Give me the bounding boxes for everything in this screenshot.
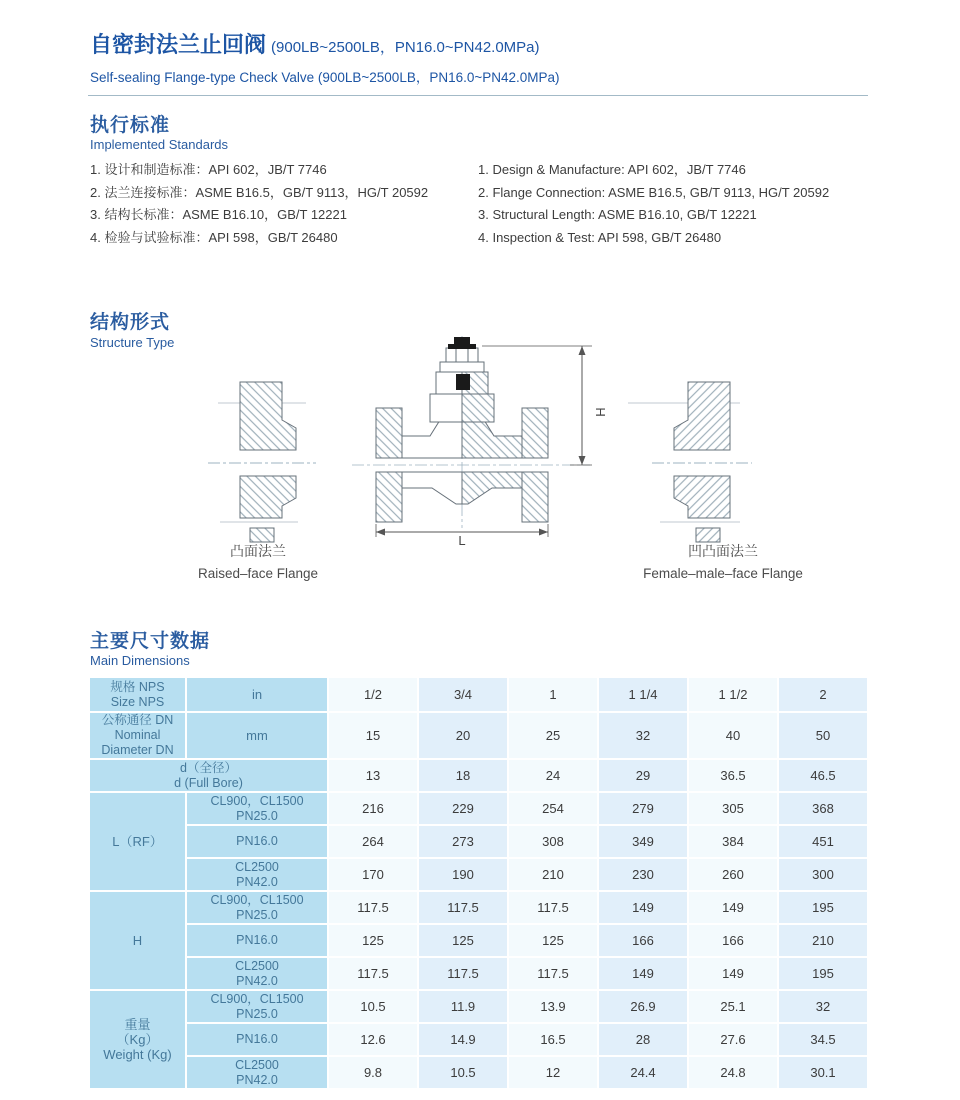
data-cell: 117.5	[509, 892, 597, 923]
table-row	[90, 892, 867, 923]
female-male-face-flange-drawing	[628, 382, 752, 542]
table-row	[90, 859, 867, 890]
standards-heading-zh: 执行标准	[90, 115, 171, 136]
data-cell: 25.1	[689, 991, 777, 1022]
data-cell: 13	[329, 760, 417, 791]
standard-item-zh: 3. 结构长标准：ASME B16.10，GB/T 12221	[90, 207, 347, 223]
data-cell: 305	[689, 793, 777, 824]
data-cell: 10.5	[329, 991, 417, 1022]
data-cell: 12	[509, 1057, 597, 1088]
data-cell: 384	[689, 826, 777, 857]
data-cell: 210	[779, 925, 867, 956]
data-cell: 11.9	[419, 991, 507, 1022]
data-cell: 195	[779, 958, 867, 989]
data-cell: 15	[329, 713, 417, 758]
page-title-en: Self-sealing Flange-type Check Valve (900LB~2500LB，PN16.0~PN42.0MPa)	[90, 70, 560, 85]
check-valve-drawing	[352, 336, 590, 528]
sub-label: CL2500 PN42.0	[187, 859, 327, 890]
table-row	[90, 760, 867, 791]
h-dimension-label: H	[593, 407, 608, 417]
data-cell: 24.8	[689, 1057, 777, 1088]
standards-heading-en: Implemented Standards	[90, 137, 229, 152]
data-cell: 25	[509, 713, 597, 758]
table-row	[90, 1057, 867, 1088]
data-cell: 216	[329, 793, 417, 824]
data-cell: 16.5	[509, 1024, 597, 1055]
data-cell: 273	[419, 826, 507, 857]
data-cell: 26.9	[599, 991, 687, 1022]
data-cell: 46.5	[779, 760, 867, 791]
data-cell: 166	[599, 925, 687, 956]
unit-cell: in	[187, 678, 327, 711]
page-title-zh: 自密封法兰止回阀	[90, 32, 267, 57]
header-divider	[88, 95, 868, 96]
data-cell: 29	[599, 760, 687, 791]
data-cell: 50	[779, 713, 867, 758]
standards-list-zh	[90, 159, 428, 249]
data-cell: 451	[779, 826, 867, 857]
data-cell: 12.6	[329, 1024, 417, 1055]
data-cell: 149	[599, 892, 687, 923]
data-cell: 2	[779, 678, 867, 711]
data-cell: 10.5	[419, 1057, 507, 1088]
structure-drawings	[90, 332, 870, 546]
data-cell: 166	[689, 925, 777, 956]
caption-en: Female–male–face Flange	[643, 566, 803, 581]
data-cell: 149	[599, 958, 687, 989]
standard-item-en: 1. Design & Manufacture: API 602，JB/T 7746	[478, 162, 746, 177]
row-label: 规格 NPS Size NPS	[90, 678, 185, 711]
group-label: 重量 （Kg） Weight (Kg)	[90, 991, 185, 1088]
caption-en: Raised–face Flange	[197, 566, 319, 581]
standard-item-zh: 4. 检验与试验标准：API 598，GB/T 26480	[90, 229, 338, 245]
table-row	[90, 1024, 867, 1055]
dimensions-heading-en: Main Dimensions	[90, 653, 190, 668]
data-cell: 24.4	[599, 1057, 687, 1088]
data-cell: 1 1/4	[599, 678, 687, 711]
sub-label: CL900，CL1500 PN25.0	[187, 793, 327, 824]
data-cell: 117.5	[329, 958, 417, 989]
data-cell: 1/2	[329, 678, 417, 711]
data-cell: 149	[689, 892, 777, 923]
table-row	[90, 793, 867, 824]
data-cell: 349	[599, 826, 687, 857]
caption-female-male-face	[613, 541, 833, 581]
data-cell: 36.5	[689, 760, 777, 791]
dimensions-heading-zh: 主要尺寸数据	[90, 631, 211, 652]
data-cell: 117.5	[419, 892, 507, 923]
data-cell: 3/4	[419, 678, 507, 711]
standard-item-en: 3. Structural Length: ASME B16.10, GB/T 12221	[478, 207, 757, 223]
data-cell: 117.5	[509, 958, 597, 989]
sub-label: PN16.0	[187, 1024, 327, 1055]
data-cell: 368	[779, 793, 867, 824]
data-cell: 170	[329, 859, 417, 890]
data-cell: 210	[509, 859, 597, 890]
caption-zh: 凸面法兰	[230, 543, 286, 559]
data-cell: 125	[329, 925, 417, 956]
data-cell: 308	[509, 826, 597, 857]
table-row	[90, 925, 867, 956]
standards-list-en	[478, 159, 829, 249]
data-cell: 300	[779, 859, 867, 890]
data-cell: 279	[599, 793, 687, 824]
data-cell: 30.1	[779, 1057, 867, 1088]
row-label: d（全径） d (Full Bore)	[90, 760, 327, 791]
data-cell: 230	[599, 859, 687, 890]
data-cell: 34.5	[779, 1024, 867, 1055]
group-label: L（RF）	[90, 793, 185, 890]
table-row	[90, 826, 867, 857]
raised-face-flange-drawing	[208, 382, 316, 542]
data-cell: 260	[689, 859, 777, 890]
standard-item-zh: 1. 设计和制造标准：API 602，JB/T 7746	[90, 162, 327, 177]
data-cell: 149	[689, 958, 777, 989]
data-cell: 1	[509, 678, 597, 711]
standard-item-zh: 2. 法兰连接标准：ASME B16.5，GB/T 9113，HG/T 20592	[90, 184, 429, 200]
data-cell: 32	[599, 713, 687, 758]
data-cell: 1 1/2	[689, 678, 777, 711]
table-row	[90, 678, 867, 711]
sub-label: CL2500 PN42.0	[187, 958, 327, 989]
data-cell: 24	[509, 760, 597, 791]
page-title-block	[90, 28, 560, 86]
table-row	[90, 713, 867, 758]
data-cell: 18	[419, 760, 507, 791]
data-cell: 117.5	[419, 958, 507, 989]
data-cell: 195	[779, 892, 867, 923]
table-row	[90, 991, 867, 1022]
data-cell: 14.9	[419, 1024, 507, 1055]
structure-heading-en: Structure Type	[90, 335, 175, 350]
data-cell: 117.5	[329, 892, 417, 923]
data-cell: 229	[419, 793, 507, 824]
table-row	[90, 958, 867, 989]
standard-item-en: 2. Flange Connection: ASME B16.5, GB/T 9113, HG/T 20592	[478, 184, 830, 200]
dimensions-table	[88, 676, 869, 1090]
caption-zh: 凹凸面法兰	[688, 543, 758, 559]
data-cell: 264	[329, 826, 417, 857]
unit-cell: mm	[187, 713, 327, 758]
data-cell: 9.8	[329, 1057, 417, 1088]
sub-label: PN16.0	[187, 826, 327, 857]
sub-label: CL900，CL1500 PN25.0	[187, 892, 327, 923]
data-cell: 27.6	[689, 1024, 777, 1055]
data-cell: 28	[599, 1024, 687, 1055]
sub-label: CL900，CL1500 PN25.0	[187, 991, 327, 1022]
sub-label: PN16.0	[187, 925, 327, 956]
row-label: 公称通径 DN Nominal Diameter DN	[90, 713, 185, 758]
page-title-spec: (900LB~2500LB，PN16.0~PN42.0MPa)	[271, 39, 540, 56]
group-label: H	[90, 892, 185, 989]
data-cell: 125	[419, 925, 507, 956]
data-cell: 190	[419, 859, 507, 890]
title-line	[90, 28, 560, 59]
data-cell: 32	[779, 991, 867, 1022]
caption-raised-face	[158, 541, 358, 581]
data-cell: 254	[509, 793, 597, 824]
sub-label: CL2500 PN42.0	[187, 1057, 327, 1088]
data-cell: 20	[419, 713, 507, 758]
standard-item-en: 4. Inspection & Test: API 598, GB/T 26480	[478, 229, 722, 245]
structure-heading-zh: 结构形式	[90, 312, 171, 333]
data-cell: 13.9	[509, 991, 597, 1022]
l-dimension-label: L	[458, 533, 466, 546]
data-cell: 125	[509, 925, 597, 956]
data-cell: 40	[689, 713, 777, 758]
